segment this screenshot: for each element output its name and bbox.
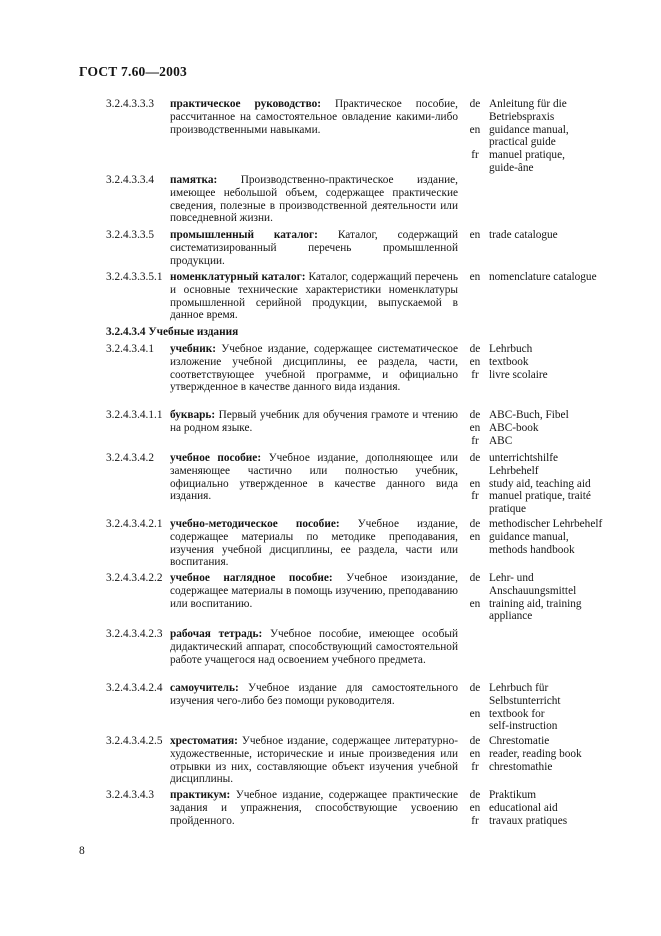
translation-row [464,735,644,748]
translation-text: unterrichtshilfe Lehrbehelf [489,452,559,477]
translation-text: chrestomathie [489,760,553,773]
entry-text: Производственно-практическое издание, имеющее небольшой объем, содержащее практические сведения, полезные в производственной деятельности или повседневной жизни. [170,174,458,225]
entry-definition [170,409,458,435]
entry-text: Учебное издание, дополняющее или заменяющее частично или полностью учебник, официально утвержденное в качестве данного вида издания. [170,452,459,503]
translation-text: trade catalogue [489,229,558,241]
entry-text: Учебное издание, содержащее материалы по методике преподавания, изучения учебной дисциплины, ее раздела, части или воспитания. [170,518,458,569]
translation-text: Chrestomatie [489,735,550,747]
entry-translations [464,452,644,516]
translation-row [464,748,644,761]
entry-term: промышленный каталог: [170,229,318,241]
entry-text: Учебное пособие, имеющее особый дидактический аппарат, способствующий самостоятельной работе учащегося над освоением учебного предмета. [170,628,458,666]
entry-number: 3.2.4.3.3.3 [106,98,155,110]
entry-term: учебное наглядное пособие: [170,572,333,584]
translation-row [464,356,644,369]
entry-definition [170,452,458,503]
translation-row [464,789,644,802]
entry-translations [464,682,644,733]
entry-definition [170,271,458,322]
entry-translations [464,343,644,381]
entry-text: Учебное издание, содержащее систематическое изложение учебной дисциплины, ее раздела, части, соответствующее учебной программе, и официально утвержденное в качестве данного вида издания. [170,343,458,394]
entry-definition [170,682,458,708]
entry-term: практикум: [170,789,231,801]
translation-row [464,802,644,815]
language-code: de [469,572,481,584]
translation-text: methodischer Lehrbehelf [489,518,603,530]
entry-definition [170,174,458,225]
translation-row [464,271,644,284]
language-code: de [469,343,481,355]
entry-text: Учебное издание для самостоятельного изучения чего-либо без помощи руководителя. [170,682,458,707]
translation-row [464,149,644,175]
language-code: en [469,747,481,760]
translation-row [464,98,644,124]
entry-translations [464,98,644,175]
entry-term: учебно-методическое пособие: [170,518,340,530]
translation-row [464,229,644,242]
entry-definition [170,98,458,136]
translation-text: manuel pratique, traité pratique [489,490,591,516]
translation-text: ABC-Buch, Fibel [489,409,569,421]
language-code: fr [471,434,479,447]
language-code: en [469,229,481,241]
language-code: de [469,518,481,530]
entry-term: практическое руководство: [170,98,322,110]
language-code: fr [471,368,479,381]
entry-term: хрестоматия: [170,735,238,747]
translation-text: textbook for self-instruction [489,707,558,733]
translation-row [464,598,644,624]
language-code: de [469,98,481,110]
entry-translations [464,735,644,773]
translation-row [464,815,644,828]
translation-text: ABC [489,434,513,447]
translation-row [464,531,644,557]
translation-row [464,422,644,435]
entry-number: 3.2.4.3.4.3 [106,789,155,801]
translation-text: Lehr- und Anschauungsmittel [489,572,577,597]
entry-definition [170,572,458,610]
translation-text: educational aid [489,801,558,814]
entry-number: 3.2.4.3.4.2.5 [106,735,163,747]
translation-row [464,490,644,516]
translation-text: Anleitung für die Betriebspraxis [489,98,567,123]
entry-translations [464,229,644,242]
translation-text: travaux pratiques [489,814,568,827]
translation-row [464,409,644,422]
entry-number: 3.2.4.3.3.4 [106,174,155,186]
entry-number: 3.2.4.3.4.2.2 [106,572,163,584]
entry-number: 3.2.4.3.4.2.1 [106,518,163,530]
language-code: en [469,123,481,136]
translation-row [464,572,644,598]
translation-text: nomenclature catalogue [489,271,597,283]
entry-number: 3.2.4.3.4.2.4 [106,682,163,694]
entry-number: 3.2.4.3.4.1.1 [106,409,163,421]
entry-term: учебник: [170,343,216,355]
language-code: en [469,421,481,434]
entry-number: 3.2.4.3.3.5.1 [106,271,163,283]
language-code: en [469,271,481,283]
language-code: en [469,597,481,610]
language-code: de [469,409,481,421]
language-code: en [469,707,481,720]
language-code: fr [471,760,479,773]
translation-row [464,761,644,774]
entry-text: Учебное издание, содержащее литературно-художественные, исторические и иные произведения или отрывки из них, составляющие объект изучения учебной дисциплины. [170,735,458,786]
entry-definition [170,518,458,569]
translation-row [464,708,644,734]
translation-text: Praktikum [489,789,537,801]
translation-text: livre scolaire [489,368,548,381]
translation-text: guidance manual, methods handbook [489,530,575,556]
translation-row [464,682,644,708]
entry-translations [464,572,644,623]
translation-row [464,435,644,448]
entry-definition [170,789,458,827]
entry-text: Каталог, содержащий систематизированный перечень промышленной продукции. [170,229,458,267]
entry-definition [170,628,458,666]
entry-translations [464,409,644,447]
language-code: de [469,452,481,464]
translation-text: Lehrbuch [489,343,533,355]
document-header: ГОСТ 7.60—2003 [79,64,187,79]
entry-definition [170,343,458,394]
translation-text: reader, reading book [489,747,582,760]
entry-translations [464,518,644,556]
translation-row [464,518,644,531]
entry-text: Практическое пособие, рассчитанное на самостоятельное овладение какими-либо производственными навыками. [170,98,458,136]
entry-term: самоучитель: [170,682,239,694]
section-heading: 3.2.4.3.4 Учебные издания [106,326,239,338]
translation-row [464,452,644,478]
translation-text: textbook [489,355,529,368]
entry-translations [464,271,644,284]
page-number: 8 [79,845,85,857]
entry-text: Учебное издание, содержащее практические задания и упражнения, способствующие усвоению пройденного. [170,789,458,827]
language-code: fr [471,814,479,827]
entry-text: Каталог, содержащий перечень и основные технические характеристики номенклатуры промышленной серийной продукции, выпускаемой в данное время. [170,271,458,322]
language-code: en [469,801,481,814]
translation-row [464,124,644,150]
entry-definition [170,735,458,786]
language-code: en [469,530,481,543]
language-code: de [469,735,481,747]
entry-definition [170,229,458,267]
entry-term: учебное пособие: [170,452,262,464]
entry-term: номенклатурный каталог: [170,271,306,283]
entry-number: 3.2.4.3.4.2 [106,452,155,464]
translation-text: ABC-book [489,421,539,434]
language-code: de [469,682,481,694]
entry-term: памятка: [170,174,218,186]
translation-row [464,343,644,356]
translation-text: guidance manual, practical guide [489,123,569,149]
entry-term: рабочая тетрадь: [170,628,263,640]
entry-translations [464,789,644,827]
translation-text: manuel pratique, guide-âne [489,149,565,174]
language-code: de [469,789,481,801]
entry-text: Учебное изоиздание, содержащее материалы в помощь изучению, преподаванию или воспитанию. [170,572,458,610]
entry-text: Первый учебник для обучения грамоте и чтению на родном языке. [170,409,458,434]
translation-text: study aid, teaching aid [489,477,591,490]
translation-text: training aid, training appliance [489,597,582,623]
translation-row [464,369,644,382]
language-code: fr [471,149,479,162]
translation-text: Lehrbuch für Selbstunterricht [489,682,561,707]
language-code: fr [471,490,479,503]
entry-number: 3.2.4.3.4.2.3 [106,628,163,640]
language-code: en [469,355,481,368]
entry-number: 3.2.4.3.4.1 [106,343,155,355]
language-code: en [469,477,481,490]
entry-term: букварь: [170,409,216,421]
entry-number: 3.2.4.3.3.5 [106,229,155,241]
translation-row [464,478,644,491]
